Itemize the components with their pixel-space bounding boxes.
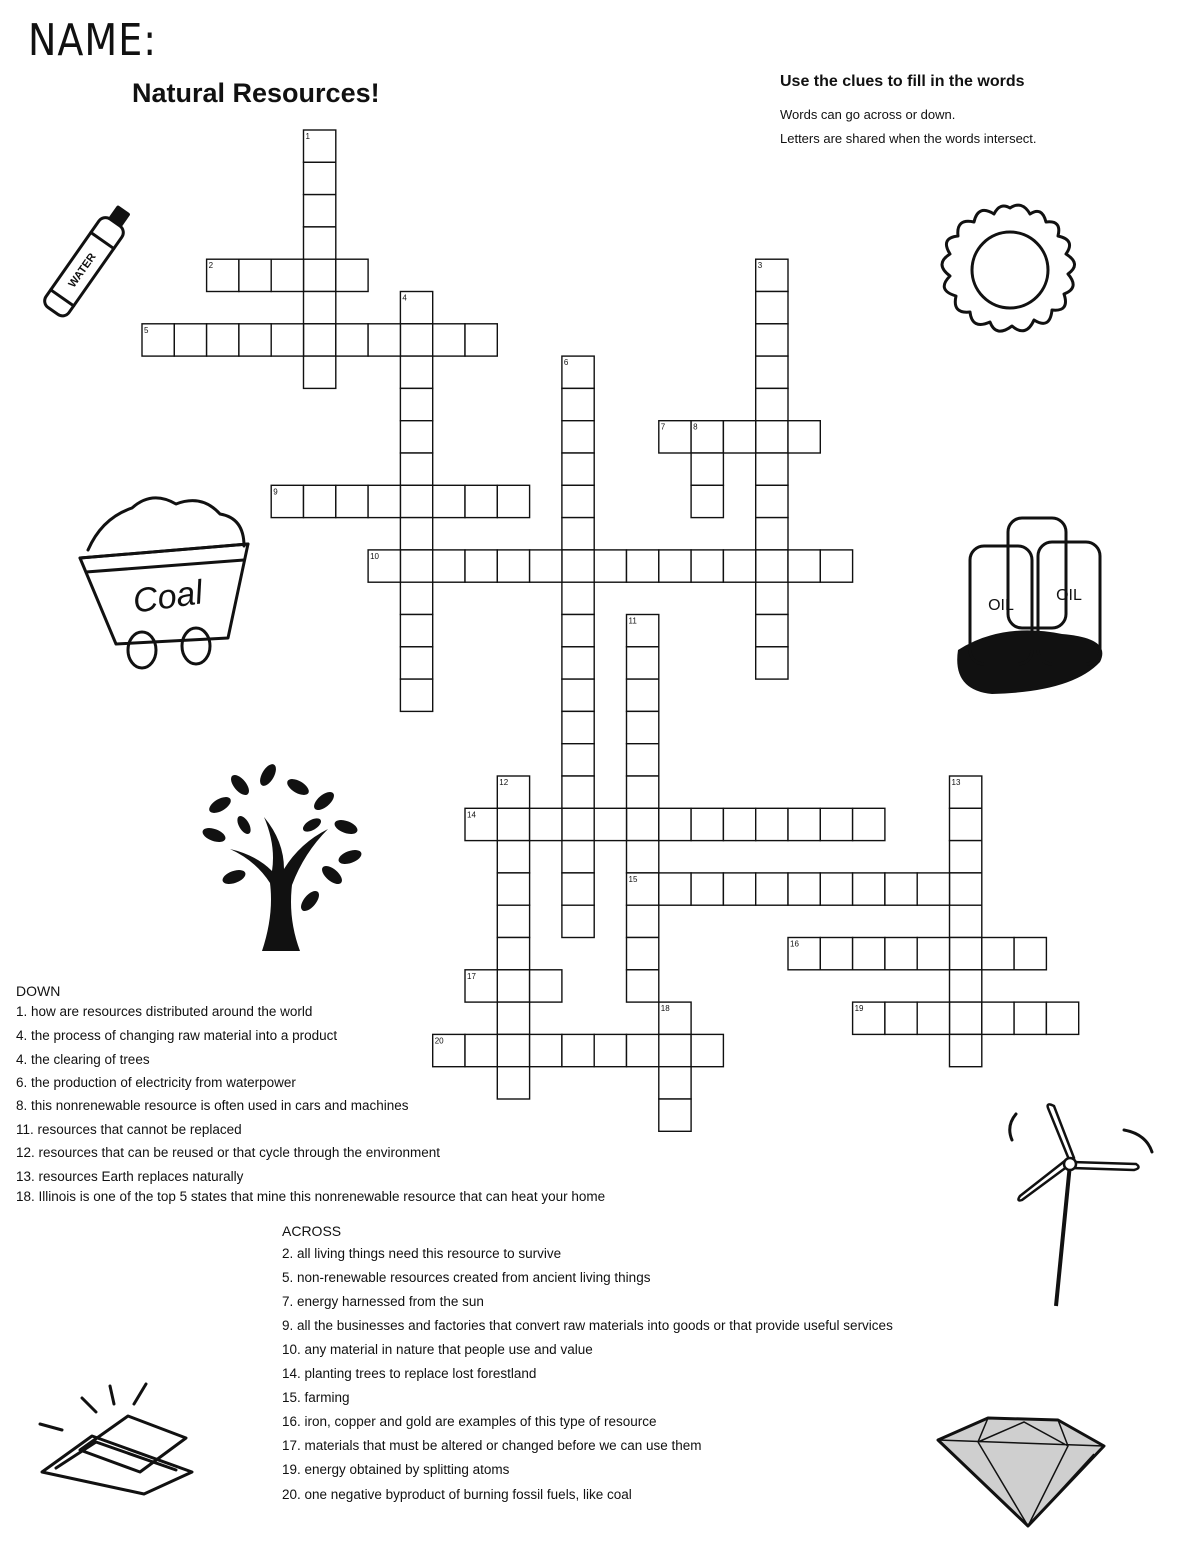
crossword-cell[interactable] [562, 485, 594, 517]
crossword-cell[interactable] [368, 324, 400, 356]
crossword-cell[interactable] [756, 421, 788, 453]
crossword-cell[interactable] [950, 873, 982, 905]
crossword-cell[interactable] [627, 679, 659, 711]
crossword-cell[interactable] [562, 453, 594, 485]
crossword-cell[interactable] [562, 550, 594, 582]
crossword-cell[interactable] [788, 550, 820, 582]
crossword-cell[interactable] [497, 808, 529, 840]
oil-label: OIL [1056, 587, 1082, 604]
clue-number: 15 [628, 874, 638, 884]
across-clue: 16. iron, copper and gold are examples of this type of resource [282, 1414, 657, 1429]
crossword-cell[interactable] [691, 873, 723, 905]
coal-cart-icon [72, 488, 257, 673]
crossword-cell[interactable] [497, 485, 529, 517]
crossword-cell[interactable] [950, 808, 982, 840]
crossword-cell[interactable] [885, 1002, 917, 1034]
crossword-cell[interactable] [562, 615, 594, 647]
across-clues-heading: ACROSS [282, 1223, 342, 1239]
crossword-cell[interactable] [659, 808, 691, 840]
crossword-cell[interactable] [756, 292, 788, 324]
clue-number: 6 [563, 358, 569, 368]
clue-number: 17 [467, 971, 476, 981]
clue-number: 8 [693, 422, 698, 432]
crossword-cell[interactable] [336, 324, 368, 356]
down-clue: 13. resources Earth replaces naturally [16, 1169, 244, 1184]
clue-number: 5 [144, 325, 149, 335]
down-clue: 4. the process of changing raw material into a product [16, 1028, 338, 1043]
crossword-cell[interactable] [400, 518, 432, 550]
clue-number: 19 [854, 1004, 864, 1014]
crossword-cell[interactable] [530, 1034, 562, 1066]
crossword-cell[interactable] [562, 1034, 594, 1066]
across-clue: 10. any material in nature that people use and value [282, 1342, 593, 1357]
across-clue: 19. energy obtained by splitting atoms [282, 1462, 510, 1477]
crossword-cell[interactable] [400, 421, 432, 453]
crossword-cell[interactable] [756, 485, 788, 517]
crossword-cell[interactable] [756, 582, 788, 614]
crossword-cell[interactable] [788, 808, 820, 840]
crossword-cell[interactable] [950, 1034, 982, 1066]
crossword-cell[interactable] [691, 808, 723, 840]
crossword-cell[interactable] [820, 938, 852, 970]
crossword-cell[interactable] [562, 388, 594, 420]
crossword-cell[interactable] [594, 808, 626, 840]
crossword-cell[interactable] [756, 388, 788, 420]
coal-label: Coal [130, 573, 206, 621]
crossword-cell[interactable] [304, 227, 336, 259]
crossword-cell[interactable] [400, 485, 432, 517]
crossword-cell[interactable] [562, 841, 594, 873]
crossword-cell[interactable] [627, 550, 659, 582]
crossword-cell[interactable] [304, 324, 336, 356]
crossword-cell[interactable] [756, 615, 788, 647]
crossword-cell[interactable] [627, 938, 659, 970]
crossword-cell[interactable] [336, 259, 368, 291]
diamond-icon [928, 1410, 1108, 1530]
down-clue: 8. this nonrenewable resource is often used in cars and machines [16, 1098, 409, 1113]
crossword-cell[interactable] [497, 970, 529, 1002]
crossword-cell[interactable] [400, 356, 432, 388]
crossword-cell[interactable] [239, 324, 271, 356]
crossword-cell[interactable] [304, 485, 336, 517]
crossword-cell[interactable] [627, 744, 659, 776]
across-clue: 15. farming [282, 1390, 350, 1405]
clue-number: 7 [660, 422, 666, 432]
crossword-cell[interactable] [497, 1067, 529, 1099]
crossword-cell[interactable] [433, 550, 465, 582]
crossword-cell[interactable] [659, 550, 691, 582]
clue-number: 1 [305, 132, 310, 141]
crossword-cell[interactable] [950, 938, 982, 970]
crossword-cell[interactable] [497, 550, 529, 582]
crossword-cell[interactable] [400, 679, 432, 711]
crossword-cell[interactable] [400, 550, 432, 582]
clue-number: 14 [467, 810, 476, 820]
down-clue: 18. Illinois is one of the top 5 states that mine this nonrenewable resource that can heat your home [16, 1189, 606, 1204]
clue-number: 9 [273, 487, 278, 497]
crossword-cell[interactable] [304, 292, 336, 324]
crossword-cell[interactable] [562, 582, 594, 614]
water-label: WATER [66, 251, 99, 290]
across-clue: 5. non-renewable resources created from ancient living things [282, 1270, 651, 1285]
wind-turbine-icon [1000, 1100, 1160, 1310]
crossword-cell[interactable] [562, 873, 594, 905]
name-label: NAME: [28, 14, 158, 66]
crossword-cell[interactable] [207, 324, 239, 356]
crossword-cell[interactable] [433, 324, 465, 356]
crossword-cell[interactable] [271, 259, 303, 291]
clue-number: 10 [370, 551, 380, 561]
crossword-cell[interactable] [304, 195, 336, 227]
crossword-cell[interactable] [562, 808, 594, 840]
crossword-cell[interactable] [756, 518, 788, 550]
crossword-cell[interactable] [627, 970, 659, 1002]
down-clue: 1. how are resources distributed around the world [16, 1004, 313, 1019]
crossword-cell[interactable] [691, 485, 723, 517]
across-clue: 2. all living things need this resource to survive [282, 1246, 562, 1261]
crossword-cell[interactable] [756, 647, 788, 679]
crossword-cell[interactable] [239, 259, 271, 291]
crossword-cell[interactable] [659, 873, 691, 905]
crossword-cell[interactable] [756, 324, 788, 356]
crossword-cell[interactable] [885, 873, 917, 905]
gold-bars-icon [36, 1376, 198, 1496]
crossword-cell[interactable] [950, 905, 982, 937]
crossword-cell[interactable] [400, 615, 432, 647]
crossword-cell[interactable] [950, 1002, 982, 1034]
crossword-cell[interactable] [853, 873, 885, 905]
crossword-cell[interactable] [723, 421, 755, 453]
clue-number: 4 [402, 293, 407, 303]
down-clue: 12. resources that can be reused or that cycle through the environment [16, 1145, 440, 1160]
crossword-cell[interactable] [627, 905, 659, 937]
crossword-cell[interactable] [756, 356, 788, 388]
clue-number: 13 [951, 778, 961, 787]
crossword-cell[interactable] [627, 841, 659, 873]
crossword-cell[interactable] [497, 1002, 529, 1034]
tree-icon [200, 765, 365, 955]
crossword-cell[interactable] [304, 259, 336, 291]
crossword-cell[interactable] [594, 550, 626, 582]
crossword-cell[interactable] [400, 324, 432, 356]
crossword-cell[interactable] [820, 808, 852, 840]
crossword-cell[interactable] [853, 938, 885, 970]
crossword-cell[interactable] [982, 1002, 1014, 1034]
crossword-cell[interactable] [562, 421, 594, 453]
crossword-cell[interactable] [627, 808, 659, 840]
crossword-cell[interactable] [497, 873, 529, 905]
crossword-cell[interactable] [756, 550, 788, 582]
crossword-cell[interactable] [368, 485, 400, 517]
crossword-cell[interactable] [562, 744, 594, 776]
crossword-cell[interactable] [465, 485, 497, 517]
crossword-cell[interactable] [756, 808, 788, 840]
crossword-cell[interactable] [627, 776, 659, 808]
crossword-cell[interactable] [627, 711, 659, 743]
crossword-cell[interactable] [530, 970, 562, 1002]
crossword-cell[interactable] [562, 679, 594, 711]
clue-number: 11 [628, 616, 637, 626]
crossword-cell[interactable] [465, 1034, 497, 1066]
clue-number: 18 [660, 1004, 670, 1014]
water-bottle-icon [38, 196, 138, 326]
across-clue: 20. one negative byproduct of burning fossil fuels, like coal [282, 1487, 632, 1502]
crossword-cell[interactable] [723, 550, 755, 582]
crossword-cell[interactable] [497, 905, 529, 937]
crossword-cell[interactable] [497, 938, 529, 970]
crossword-cell[interactable] [400, 388, 432, 420]
crossword-cell[interactable] [820, 550, 852, 582]
crossword-cell[interactable] [659, 1099, 691, 1131]
crossword-cell[interactable] [723, 808, 755, 840]
crossword-cell[interactable] [465, 324, 497, 356]
crossword-cell[interactable] [756, 873, 788, 905]
crossword-cell[interactable] [400, 647, 432, 679]
crossword-cell[interactable] [1046, 1002, 1078, 1034]
clue-number: 16 [790, 939, 799, 949]
crossword-cell[interactable] [174, 324, 206, 356]
down-clues-heading: DOWN [16, 983, 61, 999]
down-clue: 4. the clearing of trees [16, 1052, 150, 1067]
crossword-cell[interactable] [562, 647, 594, 679]
across-clue: 17. materials that must be altered or changed before we can use them [282, 1438, 702, 1453]
crossword-cell[interactable] [304, 162, 336, 194]
crossword-cell[interactable] [950, 841, 982, 873]
crossword-cell[interactable] [788, 421, 820, 453]
crossword-cell[interactable] [691, 550, 723, 582]
across-clue: 7. energy harnessed from the sun [282, 1294, 484, 1309]
crossword-cell[interactable] [885, 938, 917, 970]
page-title: Natural Resources! [132, 78, 380, 108]
crossword-cell[interactable] [304, 356, 336, 388]
crossword-cell[interactable] [497, 841, 529, 873]
crossword-cell[interactable] [853, 808, 885, 840]
crossword-cell[interactable] [723, 873, 755, 905]
clue-number: 2 [208, 261, 214, 271]
crossword-cell[interactable] [562, 518, 594, 550]
crossword-cell[interactable] [530, 550, 562, 582]
crossword-cell[interactable] [756, 453, 788, 485]
crossword-cell[interactable] [465, 550, 497, 582]
oil-label: OIL [988, 597, 1014, 614]
crossword-cell[interactable] [627, 1034, 659, 1066]
instructions-title: Use the clues to fill in the words [780, 73, 1025, 90]
down-clue: 11. resources that cannot be replaced [16, 1122, 242, 1137]
crossword-cell[interactable] [336, 485, 368, 517]
crossword-cell[interactable] [820, 873, 852, 905]
instruction-line: Letters are shared when the words intersect. [780, 131, 1037, 146]
crossword-cell[interactable] [691, 453, 723, 485]
down-clue: 6. the production of electricity from waterpower [16, 1075, 296, 1090]
crossword-cell[interactable] [950, 970, 982, 1002]
crossword-cell[interactable] [691, 1034, 723, 1066]
crossword-cell[interactable] [659, 1034, 691, 1066]
crossword-cell[interactable] [562, 776, 594, 808]
crossword-cell[interactable] [917, 873, 949, 905]
crossword-cell[interactable] [659, 1067, 691, 1099]
crossword-cell[interactable] [1014, 938, 1046, 970]
crossword-cell[interactable] [594, 1034, 626, 1066]
crossword-cell[interactable] [562, 711, 594, 743]
crossword-cell[interactable] [788, 873, 820, 905]
crossword-cell[interactable] [433, 485, 465, 517]
across-clue: 14. planting trees to replace lost forestland [282, 1366, 537, 1381]
crossword-cell[interactable] [400, 582, 432, 614]
crossword-cell[interactable] [917, 938, 949, 970]
instruction-line: Words can go across or down. [780, 107, 956, 122]
crossword-cell[interactable] [917, 1002, 949, 1034]
crossword-cell[interactable] [627, 647, 659, 679]
across-clue: 9. all the businesses and factories that convert raw materials into goods or that provide useful services [282, 1318, 893, 1333]
crossword-cell[interactable] [271, 324, 303, 356]
crossword-cell[interactable] [530, 808, 562, 840]
crossword-cell[interactable] [497, 1034, 529, 1066]
crossword-cell[interactable] [982, 938, 1014, 970]
crossword-cell[interactable] [562, 905, 594, 937]
clue-number: 20 [434, 1036, 444, 1046]
crossword-cell[interactable] [400, 453, 432, 485]
sun-icon [930, 198, 1090, 343]
oil-barrels-icon [952, 512, 1112, 702]
clue-number: 12 [499, 778, 509, 787]
clue-number: 3 [757, 261, 763, 271]
crossword-cell[interactable] [1014, 1002, 1046, 1034]
